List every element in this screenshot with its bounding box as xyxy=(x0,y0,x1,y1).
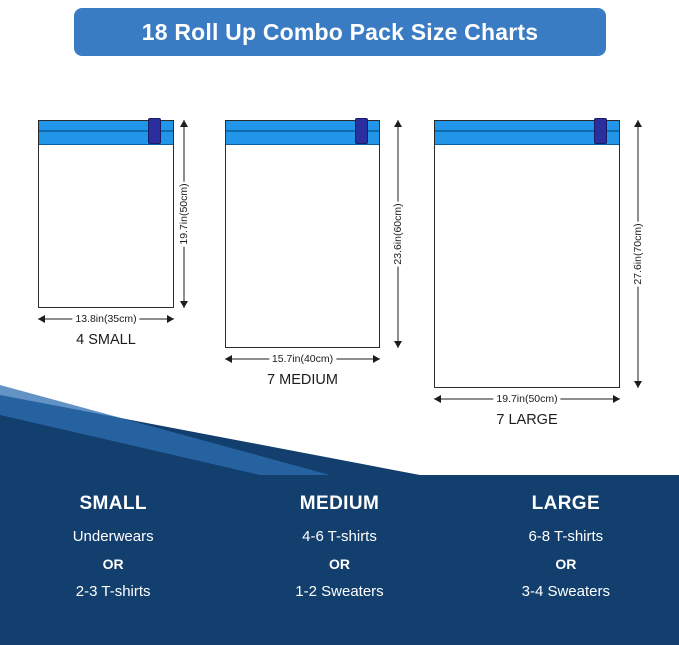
arrow-right-icon xyxy=(613,395,620,403)
bag-large-width-dimension xyxy=(434,388,620,410)
arrow-down-icon xyxy=(180,301,188,308)
bag-medium-width-label: 15.7in(40cm) xyxy=(269,353,336,365)
capacity-panel xyxy=(0,475,679,645)
bag-medium-zip-slider xyxy=(355,118,368,144)
capacity-large-second: 3-4 Sweaters xyxy=(521,583,610,600)
arrow-left-icon xyxy=(38,315,45,323)
capacity-small-or: OR xyxy=(102,556,124,572)
arrow-up-icon xyxy=(180,120,188,127)
capacity-medium-second: 1-2 Sweaters xyxy=(295,583,384,600)
bag-small-height-dimension xyxy=(168,120,200,308)
capacity-column-small xyxy=(0,475,226,645)
bag-medium-width-dimension xyxy=(225,348,380,370)
capacity-column-medium xyxy=(226,475,452,645)
bag-small-width-dimension xyxy=(38,308,174,330)
bag-small xyxy=(38,120,174,308)
bag-large-height-label: 27.6in(70cm) xyxy=(632,223,644,285)
bag-small-caption: 4 SMALL xyxy=(76,332,136,348)
bag-medium-body xyxy=(225,120,380,348)
diagonal-accent xyxy=(0,385,420,475)
arrow-right-icon xyxy=(167,315,174,323)
capacity-small-title: SMALL xyxy=(79,493,147,514)
bag-large-body xyxy=(434,120,620,388)
bag-small-width-label: 13.8in(35cm) xyxy=(72,313,139,325)
capacity-large-or: OR xyxy=(555,556,577,572)
arrow-down-icon xyxy=(634,381,642,388)
bag-medium-height-label: 23.6in(60cm) xyxy=(392,203,404,265)
bag-large-width-label: 19.7in(50cm) xyxy=(493,393,560,405)
capacity-large-first: 6-8 T-shirts xyxy=(528,528,604,545)
page-title: 18 Roll Up Combo Pack Size Charts xyxy=(141,18,539,45)
bag-small-body xyxy=(38,120,174,308)
bag-large-zip-slider xyxy=(594,118,607,144)
capacity-large-title: LARGE xyxy=(531,493,601,514)
capacity-column-large xyxy=(453,475,679,645)
arrow-left-icon xyxy=(434,395,441,403)
capacity-medium-or: OR xyxy=(328,556,350,572)
bag-small-zip-slider xyxy=(148,118,161,144)
arrow-right-icon xyxy=(373,355,380,363)
bag-small-height-label: 19.7in(50cm) xyxy=(178,183,190,245)
bag-medium-height-dimension xyxy=(382,120,414,348)
bag-medium-caption: 7 MEDIUM xyxy=(267,372,338,388)
bag-medium xyxy=(225,120,380,348)
bag-large xyxy=(434,120,620,388)
capacity-medium-first: 4-6 T-shirts xyxy=(302,528,377,545)
arrow-up-icon xyxy=(394,120,402,127)
bag-large-zip-line xyxy=(435,130,619,132)
arrow-down-icon xyxy=(394,341,402,348)
bag-large-zip-strip xyxy=(435,121,619,145)
arrow-up-icon xyxy=(634,120,642,127)
bag-large-caption: 7 LARGE xyxy=(496,412,558,428)
capacity-small-second: 2-3 T-shirts xyxy=(75,583,151,600)
capacity-small-first: Underwears xyxy=(72,528,154,545)
capacity-medium-title: MEDIUM xyxy=(299,493,380,514)
title-banner xyxy=(74,8,606,56)
arrow-left-icon xyxy=(225,355,232,363)
bag-large-height-dimension xyxy=(622,120,654,388)
